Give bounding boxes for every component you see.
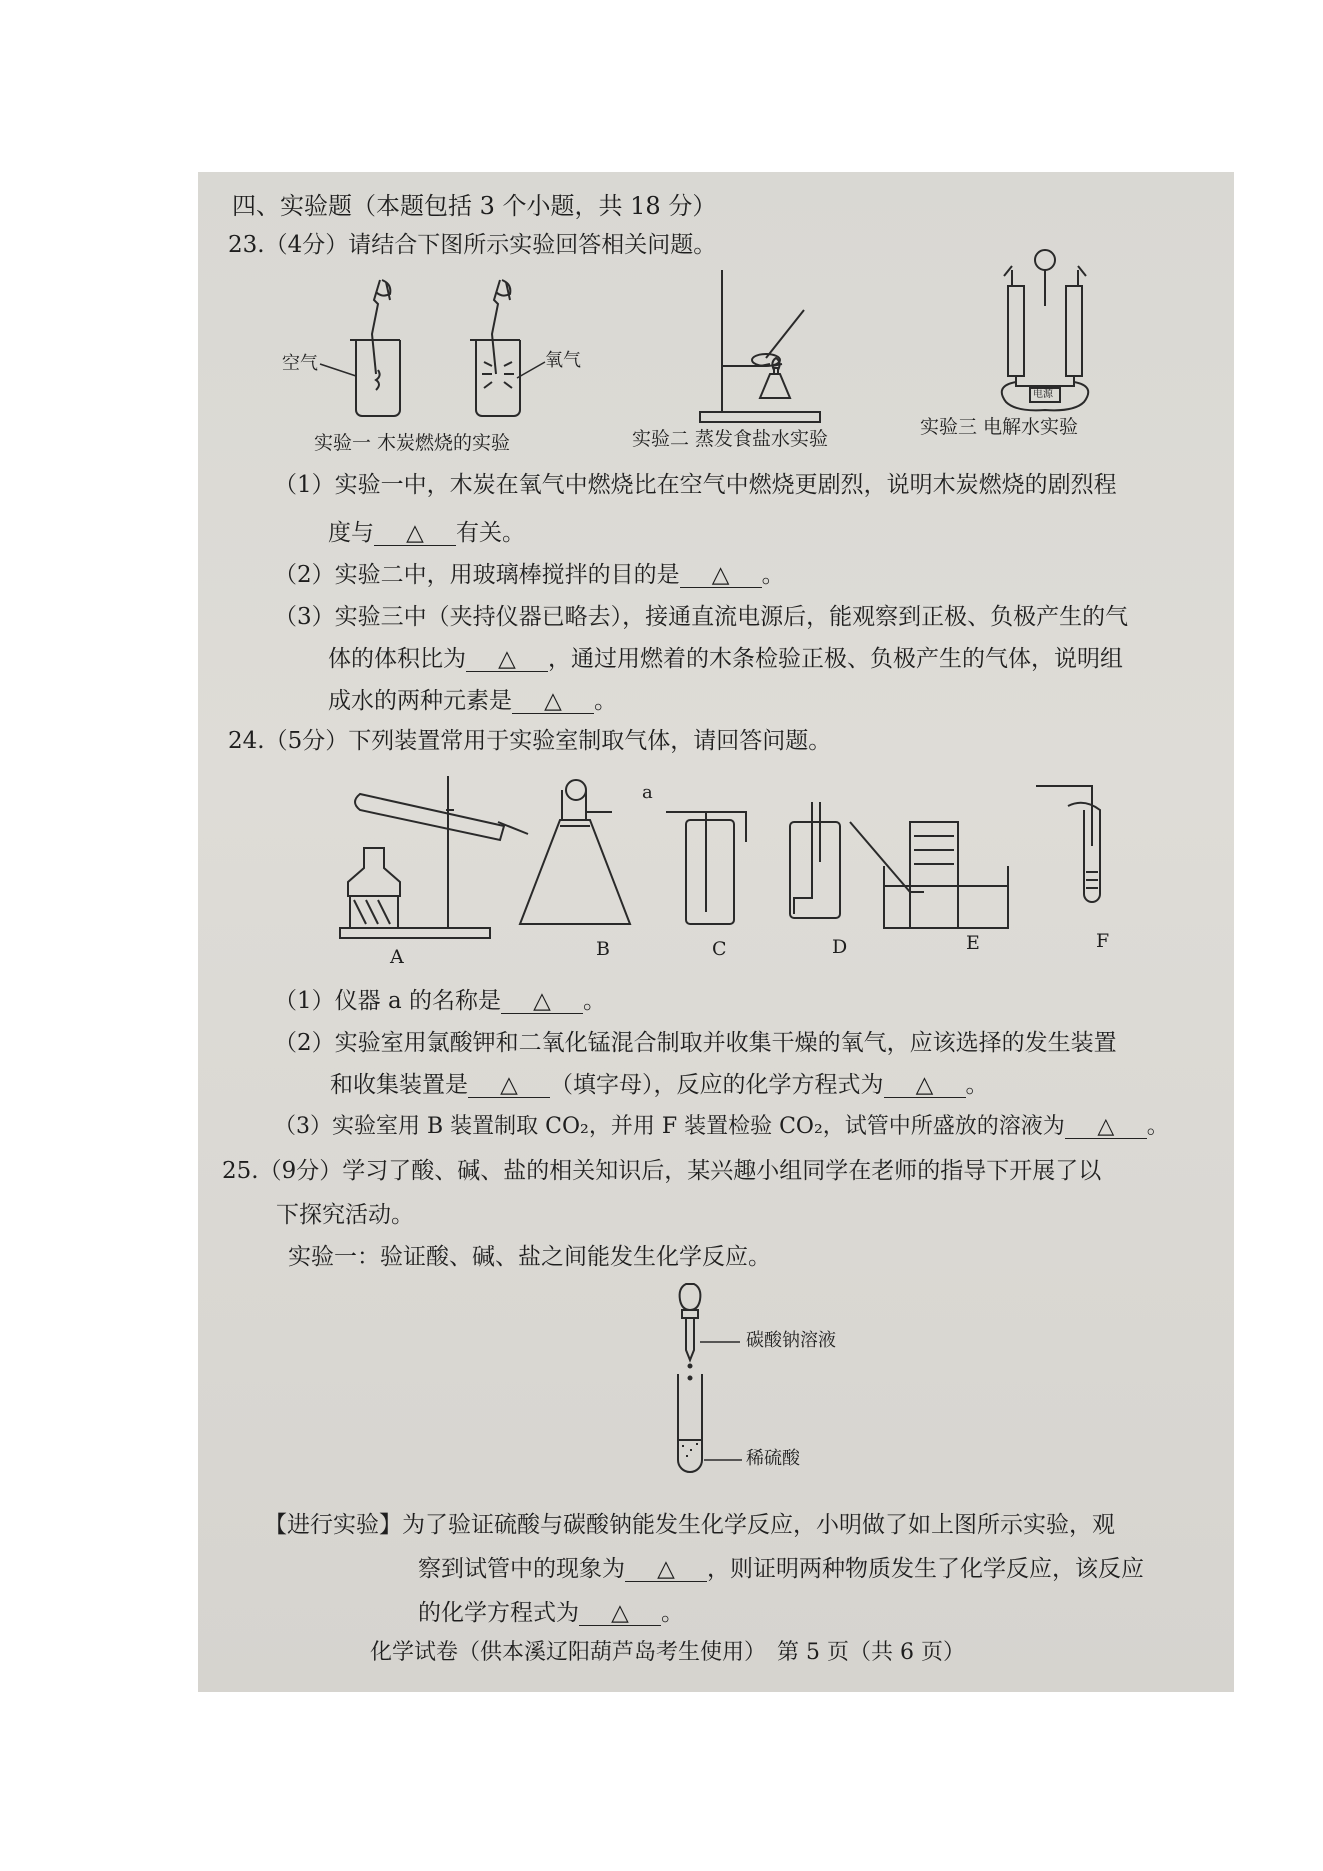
evaporation-figure <box>700 270 880 430</box>
q23-part1-line2: 度与 △ 有关。 <box>328 520 525 546</box>
apparatus-label-b: B <box>596 938 610 960</box>
leader-oxygen <box>515 360 547 382</box>
leader-sodium-carbonate <box>700 1338 740 1346</box>
answer-blank[interactable]: △ <box>468 1074 550 1098</box>
q25-experiment1: 实验一：验证酸、碱、盐之间能发生化学反应。 <box>288 1244 771 1270</box>
q24-part3: （3）实验室用 B 装置制取 CO₂，并用 F 装置检验 CO₂，试管中所盛放的溶液为 △ 。 <box>274 1114 1169 1139</box>
q24-part2-line1: （2）实验室用氯酸钾和二氧化锰混合制取并收集干燥的氧气，应该选择的发生装置 <box>274 1030 1117 1056</box>
answer-blank[interactable]: △ <box>1065 1116 1147 1139</box>
answer-blank[interactable]: △ <box>466 648 548 672</box>
answer-blank[interactable]: △ <box>512 690 594 714</box>
q23-part3-line1: （3）实验三中（夹持仪器已略去），接通直流电源后，能观察到正极、负极产生的气 <box>274 604 1129 630</box>
answer-blank[interactable]: △ <box>680 564 762 588</box>
answer-blank[interactable]: △ <box>501 990 583 1014</box>
caption-exp2: 实验二 蒸发食盐水实验 <box>632 428 829 450</box>
q24-part1: （1）仪器 a 的名称是 △ 。 <box>274 988 606 1014</box>
q23-stem: 23.（4分）请结合下图所示实验回答相关问题。 <box>228 232 717 258</box>
q24-part2-line2: 和收集装置是 △ （填字母），反应的化学方程式为 △ 。 <box>330 1072 989 1098</box>
label-air: 空气 <box>282 353 318 374</box>
q25-conduct-line2: 察到试管中的现象为 △ ，则证明两种物质发生了化学反应，该反应 <box>418 1556 1144 1582</box>
apparatus-label-c: C <box>712 938 727 960</box>
label-oxygen: 氧气 <box>545 350 581 371</box>
caption-exp1: 实验一 木炭燃烧的实验 <box>314 432 511 454</box>
apparatus-label-d: D <box>832 936 848 958</box>
label-dilute-sulfuric-acid: 稀硫酸 <box>746 1448 800 1469</box>
q25-conduct-line1: 【进行实验】为了验证硫酸与碳酸钠能发生化学反应，小明做了如上图所示实验，观 <box>264 1512 1115 1538</box>
answer-blank[interactable]: △ <box>625 1558 707 1582</box>
q23-part2: （2）实验二中，用玻璃棒搅拌的目的是 △ 。 <box>274 562 785 588</box>
answer-blank[interactable]: △ <box>374 522 456 546</box>
answer-blank[interactable]: △ <box>884 1074 966 1098</box>
q24-stem: 24.（5分）下列装置常用于实验室制取气体，请回答问题。 <box>228 728 832 754</box>
apparatus-label-f: F <box>1096 930 1110 952</box>
section-heading: 四、实验题（本题包括 3 个小题，共 18 分） <box>232 192 717 220</box>
q23-part3-line3: 成水的两种元素是 △ 。 <box>328 688 617 714</box>
caption-exp3: 实验三 电解水实验 <box>920 416 1079 438</box>
q25-conduct-line3: 的化学方程式为 △ 。 <box>418 1600 684 1626</box>
dropper-test-tube-figure <box>660 1284 750 1484</box>
q23-part1-line1: （1）实验一中，木炭在氧气中燃烧比在空气中燃烧更剧烈，说明木炭燃烧的剧烈程 <box>274 472 1117 498</box>
label-instrument-a: a <box>642 782 653 803</box>
q23-part3-line2: 体的体积比为 △ ，通过用燃着的木条检验正极、负极产生的气体，说明组 <box>328 646 1123 672</box>
apparatus-label-a: A <box>390 946 404 968</box>
apparatus-label-e: E <box>966 932 980 954</box>
leader-air <box>320 360 360 380</box>
leader-dilute-sulfuric <box>704 1456 742 1464</box>
charcoal-combustion-figure <box>320 280 560 430</box>
power-label: 电源 <box>1033 389 1053 400</box>
answer-blank[interactable]: △ <box>579 1602 661 1626</box>
page-footer: 化学试卷（供本溪辽阳葫芦岛考生使用） 第 5 页（共 6 页） <box>370 1640 965 1665</box>
q25-stem-line1: 25.（9分）学习了酸、碱、盐的相关知识后，某兴趣小组同学在老师的指导下开展了以 <box>222 1158 1102 1184</box>
q25-stem-line2: 下探究活动。 <box>276 1202 414 1228</box>
gas-apparatus-figure <box>330 776 1160 946</box>
label-sodium-carbonate: 碳酸钠溶液 <box>746 1330 836 1351</box>
